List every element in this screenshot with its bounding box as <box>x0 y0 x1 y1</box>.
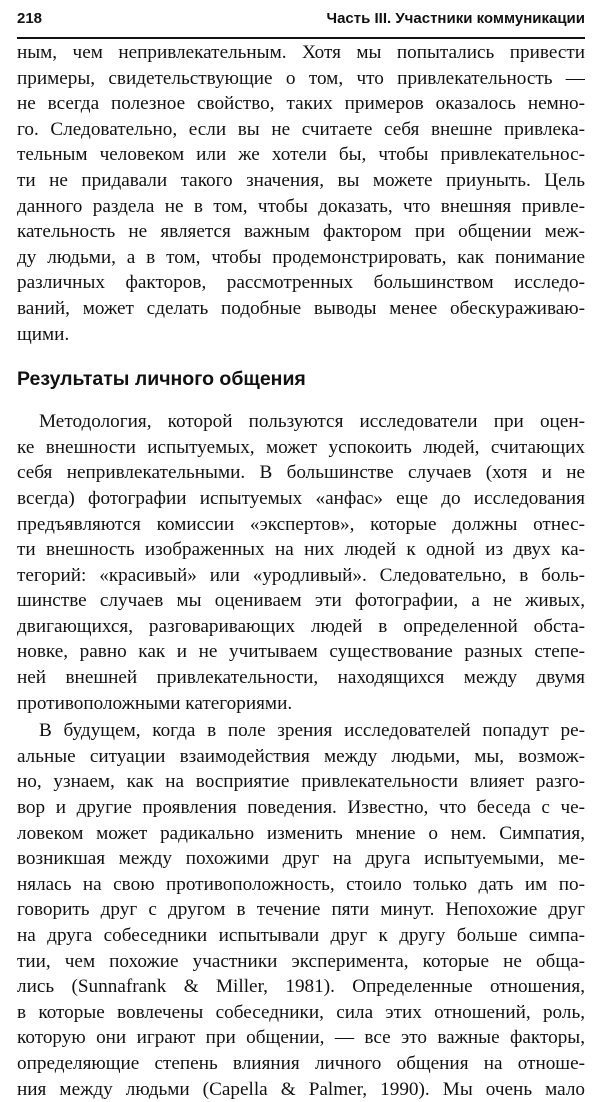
page-body <box>17 40 585 1102</box>
text-line: противоположными категориями. <box>17 692 293 714</box>
text-line: определяющие степень влияния личного общения на отноше- <box>17 1052 585 1074</box>
text-line: себя непривлекательными. В большинстве случаев (хотя и не <box>17 462 585 484</box>
text-line: шинстве случаев мы оцениваем эти фотографии, а не живых, <box>17 590 585 612</box>
text-line: ловеком может радикально изменить мнение о нем. Симпатия, <box>17 822 585 844</box>
text-line: различных факторов, рассмотренных большинством исследо- <box>17 272 585 294</box>
text-line: ду людьми, а в том, чтобы продемонстрировать, как понимание <box>17 246 585 268</box>
text-line: новке, равно как и не учитываем существование разных степе- <box>17 641 585 663</box>
text-line: го. Следовательно, если вы не считаете себя внешне привлека- <box>17 118 585 140</box>
text-line: двигающихся, разговаривающих людей в определенной обста- <box>17 615 585 637</box>
text-line: В будущем, когда в поле зрения исследователей попадут ре- <box>39 720 585 742</box>
text-line: ния между людьми (Capella & Palmer, 1990). Мы очень мало <box>17 1078 585 1100</box>
text-line: на друга собеседники испытывали друг к другу больше симпа- <box>17 925 585 946</box>
paragraph-2 <box>17 409 585 716</box>
text-line: ным, чем непривлекательным. Хотя мы попытались привести <box>17 42 585 63</box>
text-line: кательность не является важным фактором при общении меж- <box>17 221 585 243</box>
text-line: ке внешности испытуемых, может успокоить людей, считающих <box>17 436 585 458</box>
page-header <box>17 6 585 32</box>
text-line: в которые вовлечены собеседники, сила этих отношений, роль, <box>17 1001 585 1023</box>
text-line: но, узнаем, как на восприятие привлекательности влияет разго- <box>17 771 585 793</box>
text-line: возникшая между похожими друг на друга испытуемыми, ме- <box>17 848 585 870</box>
paragraph-3 <box>17 718 585 1102</box>
text-line: говорить друг с другом в течение пяти минут. Непохожие друг <box>17 899 585 921</box>
text-line: ти не придавали такого значения, вы можете приуныть. Цель <box>17 169 585 191</box>
paragraph-1 <box>17 40 585 347</box>
text-line: тии, чем похожие участники эксперимента, которые не обща- <box>17 950 585 972</box>
text-line: тельным человеком или же хотели бы, чтобы привлекательнос- <box>17 144 585 166</box>
text-line: ти внешность изображенных на них людей к одной из двух ка- <box>17 539 585 561</box>
page-number: 218 <box>17 10 43 27</box>
text-line: всегда) фотографии испытуемых «анфас» еще до исследования <box>17 487 585 509</box>
text-line: которую они играют при общении, — все это важные факторы, <box>17 1027 585 1049</box>
running-title: Часть III. Участники коммуникации <box>326 10 585 27</box>
text-line: Методология, которой пользуются исследователи при оцен- <box>39 411 585 433</box>
text-line: примеры, свидетельствующие о том, что привлекательность — <box>17 67 585 89</box>
text-line: вор и другие проявления поведения. Известно, что беседа с че- <box>17 797 585 819</box>
text-line: ней внешней привлекательности, находящихся между двумя <box>17 667 585 689</box>
book-page <box>17 0 585 1100</box>
text-line: тегорий: «красивый» или «уродливый». Следовательно, в боль- <box>17 564 585 586</box>
text-line: предъявляются комиссии «экспертов», которые должны отнес- <box>17 513 585 535</box>
header-rule <box>17 37 585 39</box>
section-heading: Результаты личного общения <box>17 368 306 391</box>
text-line: лись (Sunnafrank & Miller, 1981). Определенные отношения, <box>17 976 585 998</box>
text-line: данного раздела не в том, чтобы доказать, что внешняя привле- <box>17 195 585 217</box>
text-line: альные ситуации взаимодействия между людьми, мы, возмож- <box>17 745 585 767</box>
text-line: не всегда полезное свойство, таких примеров оказалось немно- <box>17 93 585 115</box>
text-line: щими. <box>17 323 70 345</box>
text-line: ваний, может сделать подобные выводы менее обескураживаю- <box>17 297 585 319</box>
text-line: нялась на свою противоположность, стоило только дать им по- <box>17 873 585 895</box>
